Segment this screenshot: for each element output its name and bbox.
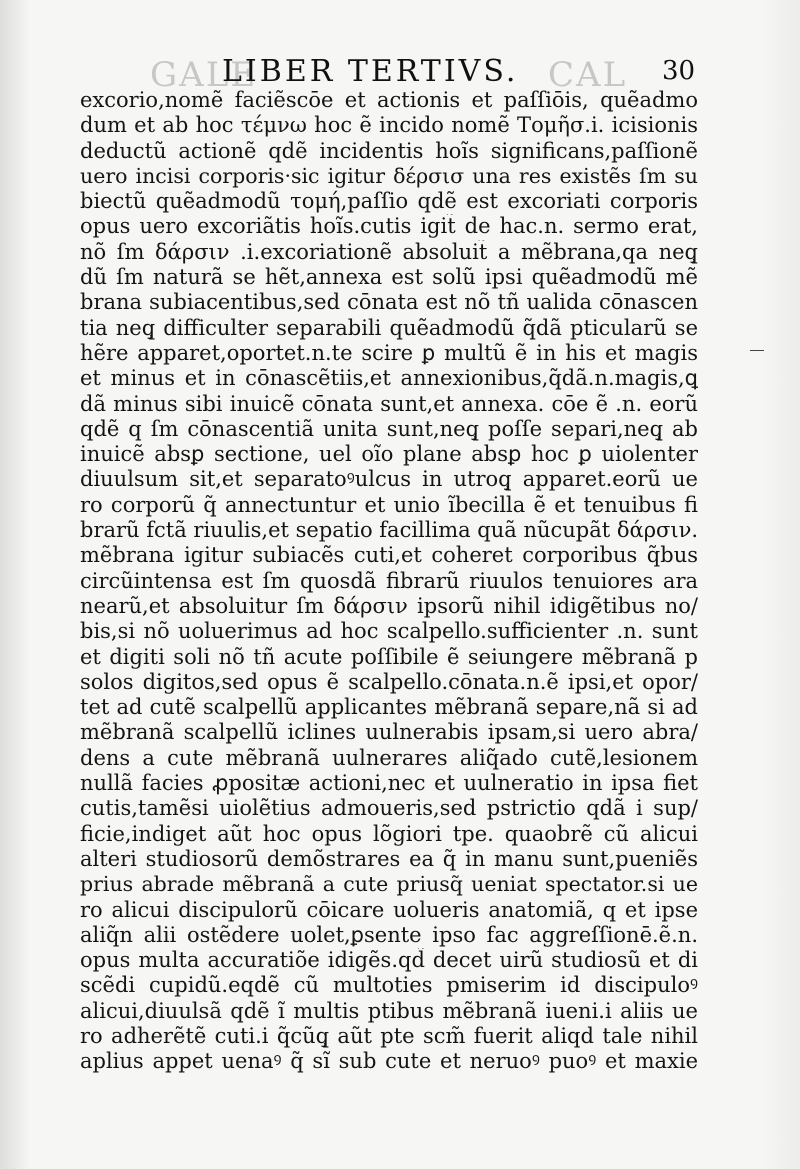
text-line: ro alicui discipulorũ cōicare uolueris anatomiã, q et ipse <box>80 897 698 922</box>
text-line: nearũ,et absoluitur ſm δάρσιν ipsorũ nihil idigẽtibus no/ <box>80 593 698 618</box>
text-line: cutis,tamẽsi uiolẽtius admoueris,sed pstrictio qdã i sup/ <box>80 796 698 821</box>
text-line: inuicẽ absꝑ sectione, uel oĩo plane absꝑ hoc ꝑ uiolenter <box>80 442 698 467</box>
text-line: nullã facies ꝓpositæ actioni,nec et uulneratio in ipsa fiet <box>80 771 698 796</box>
text-line: opus uero excoriãtis hoĩs.cutis igit̃ de hac.n. sermo erat, <box>80 214 698 239</box>
text-line: bis,si nõ uoluerimus ad hoc scalpello.sufficienter .n. sunt <box>80 619 698 644</box>
text-line: ro adherẽtẽ cuti.i q̃cũq̧ aũt pte scm̃ fuerit aliqd tale nihil <box>80 1023 698 1048</box>
text-line: excorio,nomẽ faciẽscōe et actionis et paſſiōis, quẽadmo <box>80 88 698 112</box>
text-line: dã minus sibi inuicẽ cōnata sunt,et annexa. cōe ẽ .n. eorũ <box>80 391 698 416</box>
text-line: nõ ſm δάρσιν .i.excoriationẽ absoluit̃ a mẽbrana,qa neq̧ <box>80 239 698 264</box>
gutter-shadow <box>0 0 30 1169</box>
margin-mark <box>750 350 764 351</box>
body-text <box>80 88 698 1075</box>
text-line: dum et ab hoc τέμνω hoc ẽ incido nomẽ Τομῆσ.i. icisionis <box>80 113 698 138</box>
text-line: scẽdi cupidũ.eqdẽ cũ multoties pmiserim id discipuloꝰ <box>80 973 698 998</box>
text-line: brarũ fctã riuulis,et sepatio facillima quã nũcupãt δάρσιν. <box>80 518 698 543</box>
text-line: dũ ſm naturã se hẽt,annexa est solũ ipsi quẽadmodũ mẽ <box>80 265 698 290</box>
text-line: opus multa accuratiõe idigẽs.qd̃ decet uirũ studiosũ et di <box>80 948 698 973</box>
text-line: biectũ quẽadmodũ τομή,paſſio qdẽ est excoriati corporis <box>80 189 698 214</box>
text-line: ro corporũ q̃ annectuntur et unio ĩbecilla ẽ et tenuibus fi <box>80 492 698 517</box>
text-line: et minus et in cōnascẽtiis,et annexionibus,q̃dã.n.magis,ꝗ <box>80 366 698 391</box>
text-line: qdẽ q ſm cōnascentiã unita sunt,neq̧ poſſe separi,neq̧ ab <box>80 416 698 441</box>
text-line: aliq̃n alii ostẽdere uolet,ꝑsente ipso fac aggreſſionē.ẽ.n. <box>80 922 698 947</box>
text-line: tet ad cutẽ scalpellũ applicantes mẽbranã separe,nã si ad <box>80 695 698 720</box>
text-line: deductũ actionẽ qdẽ incidentis hoĩs significans,paſſionẽ <box>80 138 698 163</box>
text-line: brana subiacentibus,sed cōnata est nõ tñ ualida cōnascen <box>80 290 698 315</box>
page-number: 30 <box>662 56 696 86</box>
running-head: LIBER TERTIVS. <box>222 54 519 89</box>
page-edge-shadow <box>760 0 800 1169</box>
text-line: prius abrade mẽbranã a cute priusq̃ ueniat spectator.si ue <box>80 872 698 897</box>
text-line: uero incisi corporis·sic igitur δέρσισ una res existẽs ſm su <box>80 163 698 188</box>
text-line: tia neq̧ difficulter separabili quẽadmodũ q̃dã pticularũ se <box>80 315 698 340</box>
text-line: solos digitos,sed opus ẽ scalpello.cōnata.n.ẽ ipsi,et opor/ <box>80 669 698 694</box>
text-line: ficie,indiget aũt hoc opus lõgiori tpe. quaobrẽ cũ alicui <box>80 821 698 846</box>
text-line: et digiti soli nõ tñ acute poſſibile ẽ seiungere mẽbranã p <box>80 644 698 669</box>
text-line: mẽbrana igitur subiacẽs cuti,et coheret corporibus q̃bus <box>80 543 698 568</box>
text-line: diuulsum sit,et separatoꝰulcus in utroq̧ apparet.eorũ ue <box>80 467 698 492</box>
text-line: aplius appet uenaꝰ q̃ sĩ sub cute et neruoꝰ puoꝰ et maxie <box>80 1049 698 1074</box>
text-line: circũintensa est ſm quosdã fibrarũ riuulos tenuiores ara <box>80 568 698 593</box>
text-line: dens a cute mẽbranã uulnerares aliq̃ado cutẽ,lesionem <box>80 745 698 770</box>
bleed-through-text-right: CAL <box>548 55 628 95</box>
bleed-through-text-left: GALE <box>150 55 258 95</box>
text-line: mẽbranã scalpellũ iclines uulnerabis ipsam,si uero abra/ <box>80 720 698 745</box>
text-line: alicui,diuulsã qdẽ ĩ multis ptibus mẽbranã iueni.i aliis ue <box>80 998 698 1023</box>
text-line: alteri studiosorũ demõstrares ea q̃ in manu sunt,pueniẽs <box>80 846 698 871</box>
text-line: hẽre apparet,oportet.n.te scire ꝑ multũ ẽ in his et magis <box>80 340 698 365</box>
